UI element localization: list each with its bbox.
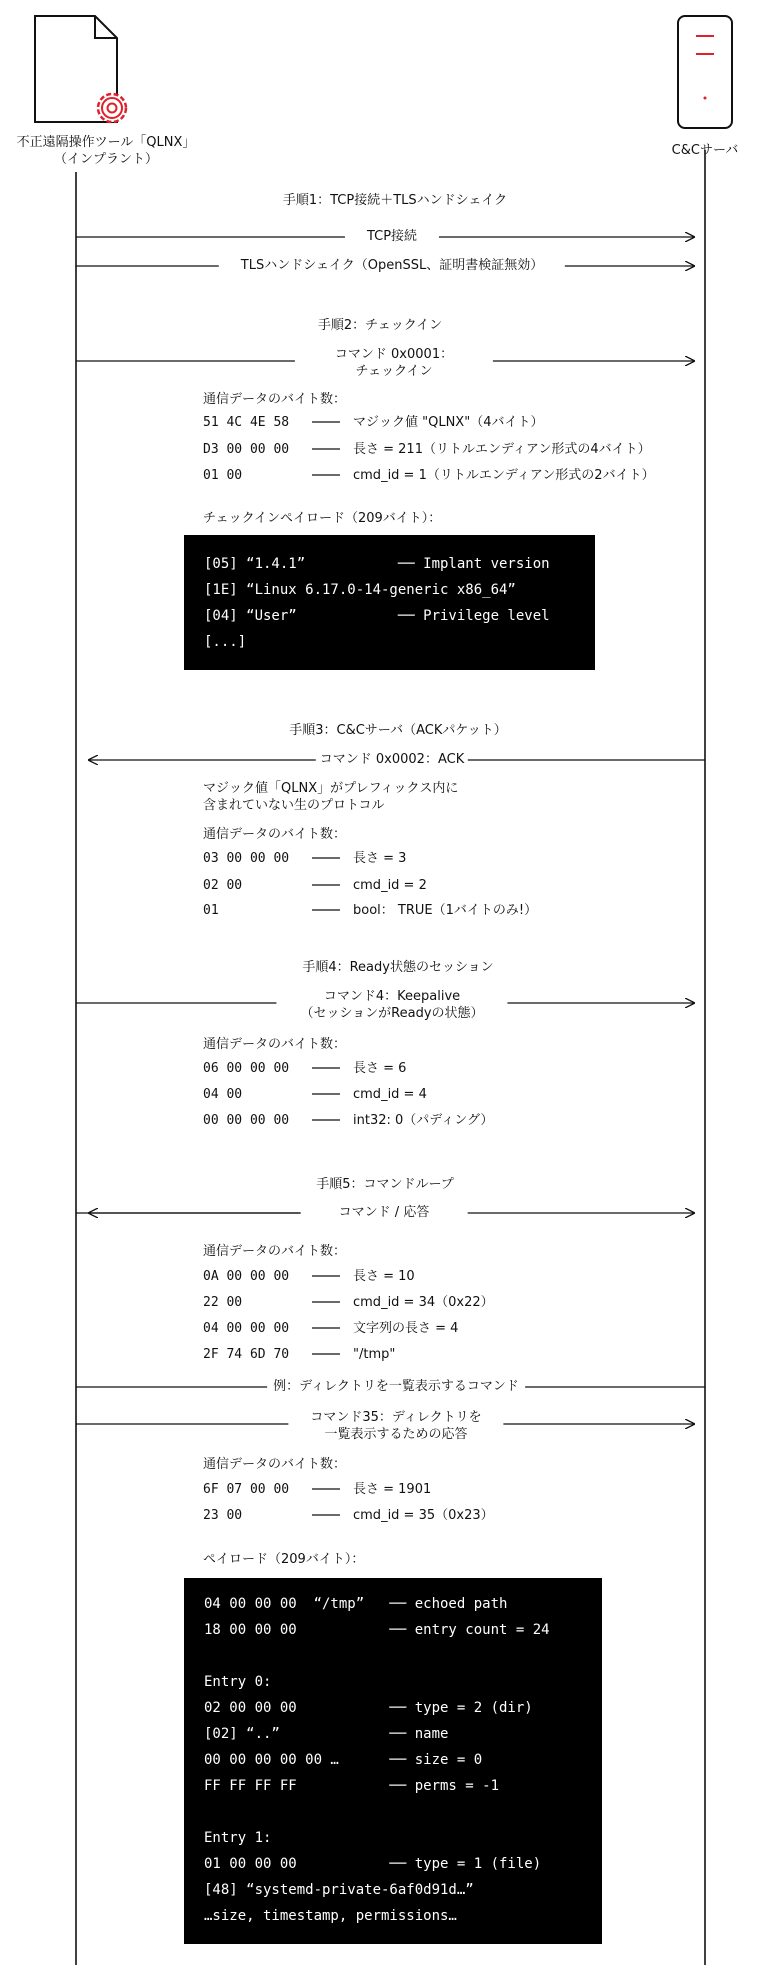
gear-icon [98,94,126,122]
step5-desc-2: 文字列の長さ = 4 [353,1321,459,1336]
step5-hex-1: 22 00 [203,1295,243,1310]
checkin-command-label: コマンド 0x0001： チェックイン [295,346,493,380]
step5-desc-3: "/tmp" [353,1347,396,1362]
step5-resp-hex-0: 6F 07 00 00 [203,1482,290,1497]
step3-bytes-label: 通信データのバイト数： [203,827,347,842]
directory-payload-box [184,1578,602,1944]
directory-response-label: コマンド35：ディレクトリを 一覧表示するための応答 [288,1409,503,1443]
response-payload-label: ペイロード（209バイト）： [203,1552,365,1567]
implant-subtitle: （インプラント） [53,152,158,167]
step3-desc-0: 長さ = 3 [353,851,407,866]
step5-resp-hex-1: 23 00 [203,1508,243,1523]
payload-line: 18 00 00 00 ── entry count = 24 [204,1622,550,1638]
payload-line: 00 00 00 00 00 … ── size = 0 [204,1752,483,1768]
checkin-payload-line: [05] “1.4.1” ── Implant version [204,556,550,572]
step5-bytes-label-2: 通信データのバイト数： [203,1457,347,1472]
server-icon [678,16,732,128]
tcp-connection-label: TCP接続 [345,228,439,245]
payload-line: …size, timestamp, permissions… [204,1908,457,1924]
checkin-payload-label: チェックインペイロード（209バイト）： [203,511,442,526]
step3-desc-1: cmd_id = 2 [353,878,427,893]
step5-hex-3: 2F 74 6D 70 [203,1347,290,1362]
checkin-payload-line: [...] [204,634,247,650]
step4-desc-0: 長さ = 6 [353,1061,407,1076]
step5-desc-1: cmd_id = 34（0x22） [353,1295,494,1310]
step5-hex-0: 0A 00 00 00 [203,1269,290,1284]
step2-hex-0: 51 4C 4E 58 [203,415,290,430]
step5-desc-0: 長さ = 10 [353,1269,415,1284]
step3-note-1: マジック値「QLNX」がプレフィックス内に [203,781,459,796]
step2-desc-1: 長さ = 211（リトルエンディアン形式の4バイト） [353,442,651,457]
payload-line: [48] “systemd-private-6af0d91d…” [204,1882,474,1898]
example-command-label: 例：ディレクトリを一覧表示するコマンド [267,1378,525,1395]
step4-hex-2: 00 00 00 00 [203,1113,290,1128]
step5-bytes-label: 通信データのバイト数： [203,1244,347,1259]
payload-line: 02 00 00 00 ── type = 2 (dir) [204,1700,533,1716]
server-name: C&Cサーバ [671,143,739,158]
step3-note-2: 含まれていない生のプロトコル [203,798,385,813]
step3-hex-1: 02 00 [203,878,243,893]
checkin-payload-line: [04] “User” ── Privilege level [204,608,550,624]
step5-resp-desc-1: cmd_id = 35（0x23） [353,1508,494,1523]
payload-line: 01 00 00 00 ── type = 1 (file) [204,1856,542,1872]
payload-line: Entry 0: [204,1674,272,1690]
step4-bytes-label: 通信データのバイト数： [203,1037,347,1052]
step4-hex-1: 04 00 [203,1087,243,1102]
step2-title: 手順2：チェックイン [312,317,448,334]
implant-name: 不正遠隔操作ツール「QLNX」 [16,135,196,150]
payload-line: [02] “..” ── name [204,1726,449,1742]
checkin-payload-box [184,535,595,670]
step5-resp-desc-0: 長さ = 1901 [353,1482,432,1497]
payload-line: Entry 1: [204,1830,272,1846]
step2-hex-2: 01 00 [203,468,243,483]
step4-desc-1: cmd_id = 4 [353,1087,427,1102]
step3-title: 手順3：C&Cサーバ（ACKパケット） [283,722,513,739]
payload-line: FF FF FF FF ── perms = -1 [204,1778,500,1794]
step5-hex-2: 04 00 00 00 [203,1321,290,1336]
step2-desc-2: cmd_id = 1（リトルエンディアン形式の2バイト） [353,468,655,483]
step4-desc-2: int32: 0（パディング） [353,1113,494,1128]
ack-command-label: コマンド 0x0002：ACK [316,751,468,768]
step3-hex-0: 03 00 00 00 [203,851,290,866]
step1-title: 手順1：TCP接続＋TLSハンドシェイク [277,192,513,209]
command-response-label: コマンド / 応答 [301,1204,468,1221]
checkin-payload-line: [1E] “Linux 6.17.0-14-generic x86_64” [204,582,516,598]
step2-bytes-label: 通信データのバイト数： [203,392,347,407]
step5-title: 手順5：コマンドループ [310,1176,460,1193]
tls-handshake-label: TLSハンドシェイク（OpenSSL、証明書検証無効） [219,257,565,274]
step3-hex-2: 01 [203,903,219,918]
step4-hex-0: 06 00 00 00 [203,1061,290,1076]
step2-desc-0: マジック値 "QLNX"（4バイト） [353,415,544,430]
step2-hex-1: D3 00 00 00 [203,442,290,457]
step4-title: 手順4：Ready状態のセッション [296,959,499,976]
step3-desc-2: bool： TRUE（1バイトのみ!） [353,903,538,918]
keepalive-command-label: コマンド4：Keepalive （セッションがReadyの状態） [276,988,507,1022]
payload-line: 04 00 00 00 “/tmp” ── echoed path [204,1596,508,1612]
